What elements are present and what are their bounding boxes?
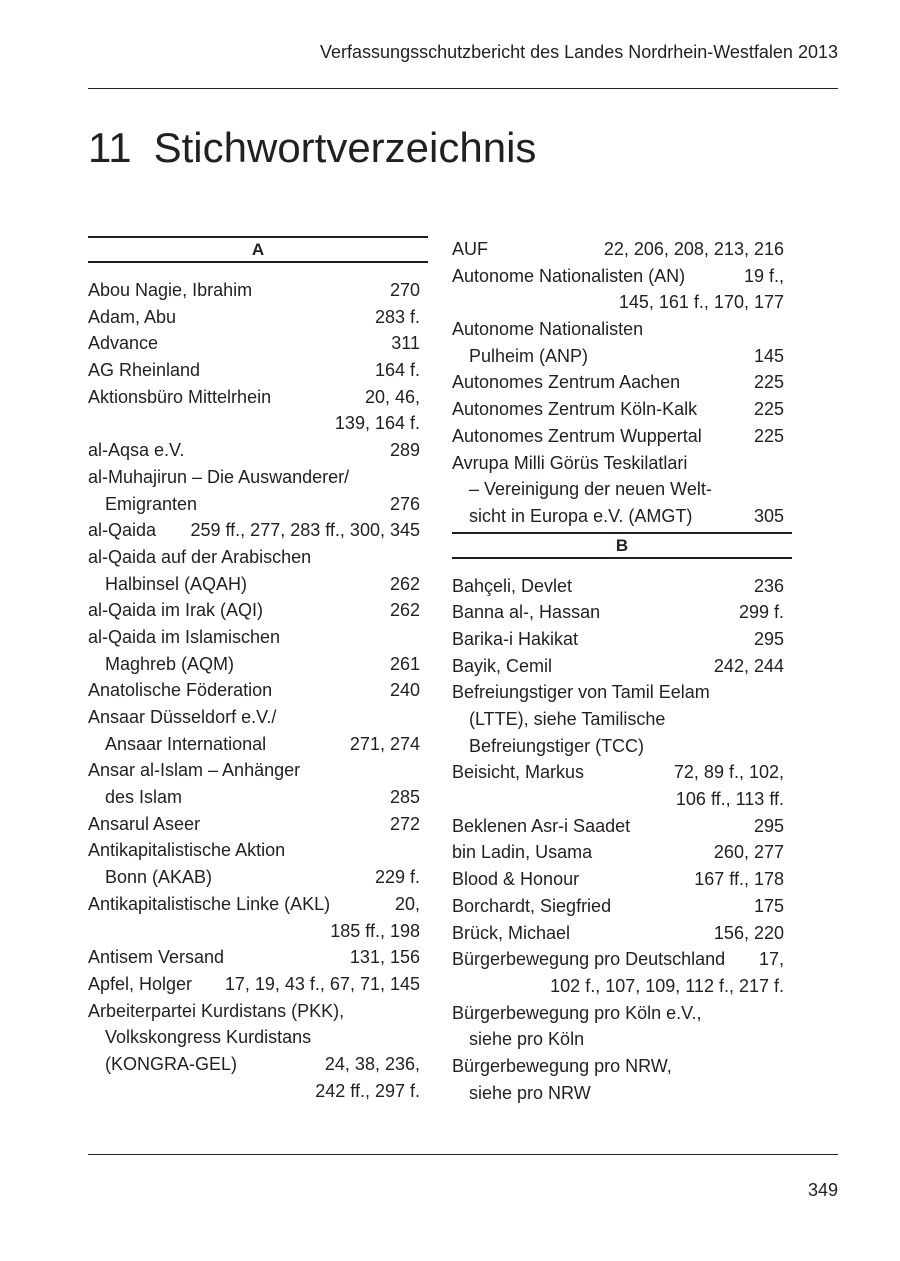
index-term: Antisem Versand [88, 947, 225, 968]
index-term: al-Qaida im Irak (AQI) [88, 600, 264, 621]
index-pages: 17, [758, 949, 784, 970]
index-term: Beisicht, Markus [452, 762, 585, 783]
index-term: AUF [452, 239, 488, 259]
index-pages: 262 [389, 600, 420, 621]
index-pages: 283 f. [374, 306, 420, 327]
index-pages: 131, 156 [349, 947, 420, 968]
index-line [88, 811, 428, 838]
index-pages: 289 [389, 440, 420, 461]
index-line [452, 733, 792, 760]
chapter-title [88, 124, 536, 172]
index-term: Ansaar International [105, 733, 267, 754]
index-pages: 240 [389, 680, 420, 701]
index-term: Blood & Honour [452, 869, 580, 890]
index-term: Autonomes Zentrum Köln-Kalk [452, 399, 698, 420]
index-line [88, 998, 428, 1025]
index-term: Adam, Abu [88, 306, 177, 327]
index-line [452, 450, 792, 477]
index-term: al-Qaida [88, 520, 157, 541]
index-term: Pulheim (ANP) [469, 345, 589, 366]
index-pages: 261 [389, 653, 420, 674]
index-term: Brück, Michael [452, 922, 571, 943]
index-term: Advance [88, 333, 159, 354]
index-term: (LTTE), siehe Tamilische [469, 709, 666, 729]
index-line [452, 476, 792, 503]
index-pages: 236 [753, 575, 784, 596]
index-term: Autonomes Zentrum Aachen [452, 372, 681, 393]
index-line [452, 289, 792, 316]
index-term: Ansar al-Islam – Anhänger [88, 760, 301, 781]
index-term: Volkskongress Kurdistans [105, 1027, 312, 1048]
index-line [452, 813, 792, 840]
index-pages: 276 [389, 493, 420, 514]
index-term: Apfel, Holger [88, 973, 193, 994]
index-pages: 271, 274 [349, 733, 420, 754]
index-pages: 164 f. [374, 360, 420, 381]
index-pages: 285 [389, 787, 420, 808]
index-term: Ansarul Aseer [88, 813, 201, 834]
index-pages: 72, 89 f., 102, [673, 762, 784, 783]
index-pages: 139, 164 f. [334, 413, 420, 434]
header-rule [88, 88, 838, 89]
index-pages: 262 [389, 573, 420, 594]
index-line [88, 357, 428, 384]
index-list [88, 277, 428, 1104]
index-pages: 145, 161 f., 170, 177 [618, 292, 784, 313]
index-line [88, 677, 428, 704]
index-line [88, 597, 428, 624]
index-term: al-Aqsa e.V. [88, 440, 185, 461]
index-line [452, 1000, 792, 1027]
index-line [88, 304, 428, 331]
index-line [88, 464, 428, 491]
index-line [88, 1024, 428, 1051]
index-line [88, 544, 428, 571]
index-term: Befreiungstiger (TCC) [469, 735, 645, 756]
index-pages: 106 ff., 113 ff. [675, 789, 784, 810]
index-term: al-Muhajirun – Die Auswanderer/ [88, 466, 350, 487]
index-line [88, 731, 428, 758]
index-line [88, 1078, 428, 1105]
index-line [452, 759, 792, 786]
index-line [452, 423, 792, 450]
index-line [88, 944, 428, 971]
footer-rule [88, 1154, 838, 1155]
index-pages: 242 ff., 297 f. [315, 1080, 420, 1101]
index-term: Anatolische Föderation [88, 680, 273, 701]
index-pages: 20, [394, 893, 420, 914]
index-line [88, 757, 428, 784]
letter-heading-a: A [88, 236, 428, 263]
index-pages: 225 [753, 372, 784, 393]
index-list [452, 236, 792, 530]
index-term: Autonome Nationalisten [452, 319, 644, 340]
index-term: Maghreb (AQM) [105, 653, 235, 674]
index-line [88, 704, 428, 731]
index-line [452, 653, 792, 680]
index-pages: 156, 220 [713, 922, 784, 943]
index-term: Bayik, Cemil [452, 655, 553, 676]
index-term: AG Rheinland [88, 360, 201, 381]
index-term: Abou Nagie, Ibrahim [88, 280, 253, 300]
index-term: Bürgerbewegung pro Köln e.V., [452, 1002, 702, 1023]
index-line [88, 971, 428, 998]
index-pages: 24, 38, 236, [324, 1053, 420, 1074]
index-term: al-Qaida im Islamischen [88, 626, 281, 647]
index-pages: 270 [389, 280, 420, 300]
index-pages: 242, 244 [713, 655, 784, 676]
index-line [88, 651, 428, 678]
index-line [88, 330, 428, 357]
index-line [88, 517, 428, 544]
index-line [452, 839, 792, 866]
index-term: Aktionsbüro Mittelrhein [88, 386, 272, 407]
index-line [88, 277, 428, 304]
index-line [88, 410, 428, 437]
index-line [88, 864, 428, 891]
index-term: Antikapitalistische Linke (AKL) [88, 893, 331, 914]
index-pages: 175 [753, 895, 784, 916]
index-line [452, 599, 792, 626]
chapter-number: 11 [88, 124, 132, 171]
index-line [88, 571, 428, 598]
index-line [452, 573, 792, 600]
index-line [452, 263, 792, 290]
index-term: Barika-i Hakikat [452, 628, 579, 649]
index-pages: 20, 46, [364, 386, 420, 407]
index-term: Autonome Nationalisten (AN) [452, 265, 686, 286]
index-pages: 145 [753, 345, 784, 366]
index-term: Bürgerbewegung pro Deutschland [452, 949, 726, 970]
index-line [452, 236, 792, 263]
index-term: bin Ladin, Usama [452, 842, 593, 863]
index-pages: 167 ff., 178 [694, 869, 784, 890]
index-term: Bürgerbewegung pro NRW, [452, 1055, 672, 1076]
index-list [452, 573, 792, 1107]
index-term: Autonomes Zentrum Wuppertal [452, 425, 702, 446]
index-line [452, 396, 792, 423]
index-line [88, 784, 428, 811]
index-line [88, 837, 428, 864]
index-term: Befreiungstiger von Tamil Eelam [452, 682, 710, 703]
index-line [452, 1053, 792, 1080]
index-term: Bahçeli, Devlet [452, 575, 573, 596]
index-term: Bonn (AKAB) [105, 867, 213, 888]
index-pages: 272 [389, 813, 420, 834]
index-column-right [452, 236, 792, 1106]
index-line [452, 316, 792, 343]
index-pages: 102 f., 107, 109, 112 f., 217 f. [550, 975, 784, 996]
index-term: sicht in Europa e.V. (AMGT) [469, 505, 693, 526]
index-term: Avrupa Milli Görüs Teskilatlari [452, 452, 688, 473]
index-line [452, 369, 792, 396]
index-column-left [88, 236, 428, 1104]
index-term: – Vereinigung der neuen Welt- [469, 479, 712, 500]
letter-heading-b: B [452, 532, 792, 559]
index-line [88, 918, 428, 945]
index-pages: 311 [391, 333, 420, 354]
index-pages: 260, 277 [713, 842, 784, 863]
index-line [452, 866, 792, 893]
index-term: des Islam [105, 787, 183, 808]
index-line [452, 946, 792, 973]
index-pages: 225 [753, 425, 784, 446]
index-pages: 225 [753, 399, 784, 420]
index-term: Arbeiterpartei Kurdistans (PKK), [88, 1000, 345, 1021]
index-pages: 259 ff., 277, 283 ff., 300, 345 [190, 520, 420, 541]
index-term: siehe pro NRW [469, 1082, 591, 1103]
index-pages: 299 f. [738, 602, 784, 623]
index-term: siehe pro Köln [469, 1029, 585, 1050]
page-number: 349 [807, 1180, 838, 1200]
index-line [452, 706, 792, 733]
index-line [88, 437, 428, 464]
index-line [88, 1051, 428, 1078]
index-line [452, 626, 792, 653]
index-term: Antikapitalistische Aktion [88, 840, 286, 861]
index-line [452, 920, 792, 947]
index-line [88, 891, 428, 918]
index-pages: 305 [753, 505, 784, 526]
index-line [452, 343, 792, 370]
index-pages: 295 [753, 815, 784, 836]
index-term: Halbinsel (AQAH) [105, 573, 248, 594]
index-line [452, 973, 792, 1000]
running-header: Verfassungsschutzbericht des Landes Nordrhein-Westfalen 2013 [320, 42, 838, 62]
index-line [452, 1080, 792, 1107]
index-line [452, 503, 792, 530]
index-term: Beklenen Asr-i Saadet [452, 815, 631, 836]
index-pages: 17, 19, 43 f., 67, 71, 145 [224, 973, 420, 994]
index-line [452, 786, 792, 813]
index-term: (KONGRA-GEL) [105, 1053, 238, 1074]
index-term: al-Qaida auf der Arabischen [88, 546, 312, 567]
index-pages: 22, 206, 208, 213, 216 [603, 239, 784, 259]
chapter-name: Stichwortverzeichnis [153, 124, 537, 171]
index-term: Borchardt, Siegfried [452, 895, 612, 916]
index-line [452, 1026, 792, 1053]
index-line [88, 384, 428, 411]
index-term: Ansaar Düsseldorf e.V./ [88, 707, 277, 727]
index-pages: 19 f., [743, 265, 784, 286]
index-term: Banna al-, Hassan [452, 602, 601, 623]
index-pages: 295 [753, 628, 784, 649]
index-pages: 229 f. [374, 867, 420, 888]
index-term: Emigranten [105, 493, 198, 514]
index-line [452, 893, 792, 920]
index-line [452, 679, 792, 706]
index-line [88, 491, 428, 518]
index-line [88, 624, 428, 651]
index-pages: 185 ff., 198 [330, 920, 420, 941]
